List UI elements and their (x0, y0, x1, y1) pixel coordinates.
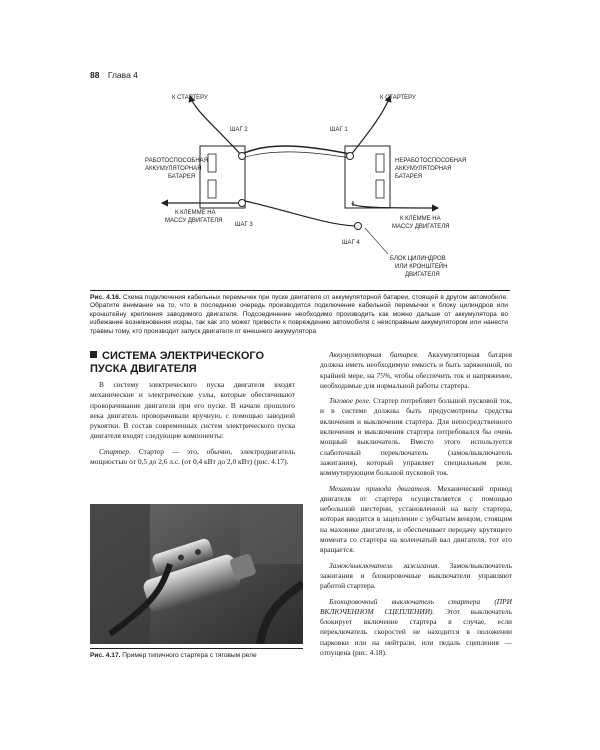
paragraph (320, 350, 512, 391)
page-header (90, 70, 138, 80)
paragraph: В систему электрического пуска двигателя входят механические и электрические узлы, которые обеспечивают проворачивание двигателя при его пуске. В начале прошлого века двигатель проворачивали вручную, с помощью заводной рукоятки. В состав современных систем электрического пуска двигателя входят следующие компоненты: (90, 380, 295, 441)
page-number: 88 (90, 70, 100, 80)
section-heading-text: СИСТЕМА ЭЛЕКТРИЧЕСКОГО ПУСКА ДВИГАТЕЛЯ (90, 350, 265, 375)
label-engine-block-1: БЛОК ЦИЛИНДРОВ (390, 256, 446, 262)
ground-right (352, 203, 438, 208)
label-step1: ШАГ 1 (330, 127, 348, 133)
label-step4: ШАГ 4 (342, 240, 360, 246)
positive-jumper-2 (242, 152, 350, 158)
term-text: Этот выключатель блокирует включение стартера в случае, если переключатель скоростей не находится в положении парковки или на нейтрали, или педаль сцепления — отпущена (рис. 4.18). (320, 606, 512, 658)
label-bad-battery-1: НЕРАБОТОСПОСОБНАЯ (395, 158, 467, 164)
term-text: Стартер — это, обычно, электродвигатель мощностью от 0,5 до 2,6 л.с. (от 0,4 кВт до 2,0 кВт) (рис. 4.17). (90, 446, 295, 467)
term-text: Аккумуляторная батарея должна иметь необходимую емкость и быть заряженной, по крайней мере, на 75%, чтобы обеспечить ток и напряжение, необходимые для нормальной работы стартера. (320, 350, 512, 390)
label-bad-battery-3: БАТАРЕЯ (395, 174, 423, 180)
label-engine-block-2: ИЛИ КРОНШТЕЙН (395, 264, 448, 270)
paragraph (320, 396, 512, 478)
square-bullet-icon (90, 351, 97, 358)
cable-to-starter-right (350, 96, 390, 156)
label-engine-block-3: ДВИГАТЕЛЯ (405, 272, 440, 278)
figure-caption-label: Рис. 4.17. (90, 652, 121, 659)
term: Блокировочный выключатель стартера (ПРИ ВКЛЮЧЕННОМ СЦЕПЛЕНИИ). (320, 596, 512, 616)
chapter-title: Глава 4 (107, 70, 138, 80)
label-good-battery-1: РАБОТОСПОСОБНАЯ (145, 158, 208, 164)
label-to-starter-right: К СТАРТЕРУ (380, 95, 416, 101)
label-step3: ШАГ 3 (235, 222, 253, 228)
section-heading (90, 350, 300, 376)
jump-start-diagram (90, 86, 510, 286)
label-good-battery-3: БАТАРЕЯ (168, 174, 196, 180)
label-good-battery-2: АККУМУЛЯТОРНАЯ (145, 166, 202, 172)
right-column (320, 350, 512, 663)
label-ground-right-1: К КЛЕММЕ НА (400, 216, 441, 222)
term: Тяговое реле. (329, 396, 371, 406)
figure-caption-text: Пример типичного стартера с тяговым реле (120, 652, 257, 659)
paragraph (90, 447, 295, 468)
label-ground-left-2: МАССУ ДВИГАТЕЛЯ (165, 218, 223, 224)
term: Стартер. (99, 446, 131, 456)
clamp-step1 (347, 153, 354, 160)
clamp-step4 (355, 223, 362, 230)
figure-caption-label: Рис. 4.16. (90, 294, 121, 301)
term: Аккумуляторная батарея. (329, 350, 419, 359)
paragraph (320, 597, 512, 659)
term-text: Стартер потребляет большой пусковой ток, и в системе должны быть предусмотрены средства включения и выключения стартера. Для непосредственного включения и выключения стартера потребовался бы очень мощный выключатель. Вместо этого используется слаботочный переключатель (замок/выключатель зажигания), который управляет специальным реле, коммутирующим большой пусковой ток. (320, 396, 512, 478)
term: Механизм привода двигателя. (329, 483, 432, 493)
label-ground-left-1: К КЛЕММЕ НА (175, 210, 216, 216)
starter-photo (90, 504, 303, 644)
figure-caption (90, 294, 508, 336)
figure-caption (90, 652, 303, 659)
label-bad-battery-2: АККУМУЛЯТОРНАЯ (395, 166, 452, 172)
term-text: Замок/выключатель зажигания и блокировочные выключатели управляют работой стартера. (320, 560, 512, 591)
label-step2: ШАГ 2 (230, 127, 248, 133)
term-text: Механический привод двигателя от стартера осуществляется с помощью небольшой шестерни, установленной на валу стартера, которая вводится в зацепление с зубчатым венцом, стоящим на маховике двигателя, и обеспечивает передачу крутящего момента со стартера на коленчатый вал двигателя, тот его вращается. (320, 483, 512, 555)
left-column (90, 380, 295, 472)
figure-rule (90, 290, 510, 291)
clamp-step2 (239, 153, 246, 160)
figure-caption-text: Схема подключения кабельных перемычек при пуске двигателя от аккумуляторной батареи, стоящей в другом автомобиле. Обратите внимание на то, что в последнюю очередь производится подключение кабельной перемычки к блоку цилиндров или кронштейну крепления заводимого двигателя. Подсоединение необходимо производить как можно дальше от аккумулятора во избежание возникновения искры, так как это может привести к повреждению автомобиля с неисправным аккумулятором или нанести травмы тому, кто производит запуск двигателя от внешнего аккумулятора (90, 294, 508, 335)
term: Замок/выключатель зажигания. (329, 560, 440, 570)
clamp-step3 (239, 200, 246, 207)
paragraph (320, 484, 512, 556)
positive-jumper (242, 146, 350, 154)
label-ground-right-2: МАССУ ДВИГАТЕЛЯ (392, 224, 450, 230)
figure-rule (90, 648, 303, 649)
label-to-starter-left: К СТАРТЕРУ (172, 95, 208, 101)
cable-to-starter-left (190, 96, 242, 156)
paragraph (320, 561, 512, 592)
negative-jumper (245, 201, 358, 226)
